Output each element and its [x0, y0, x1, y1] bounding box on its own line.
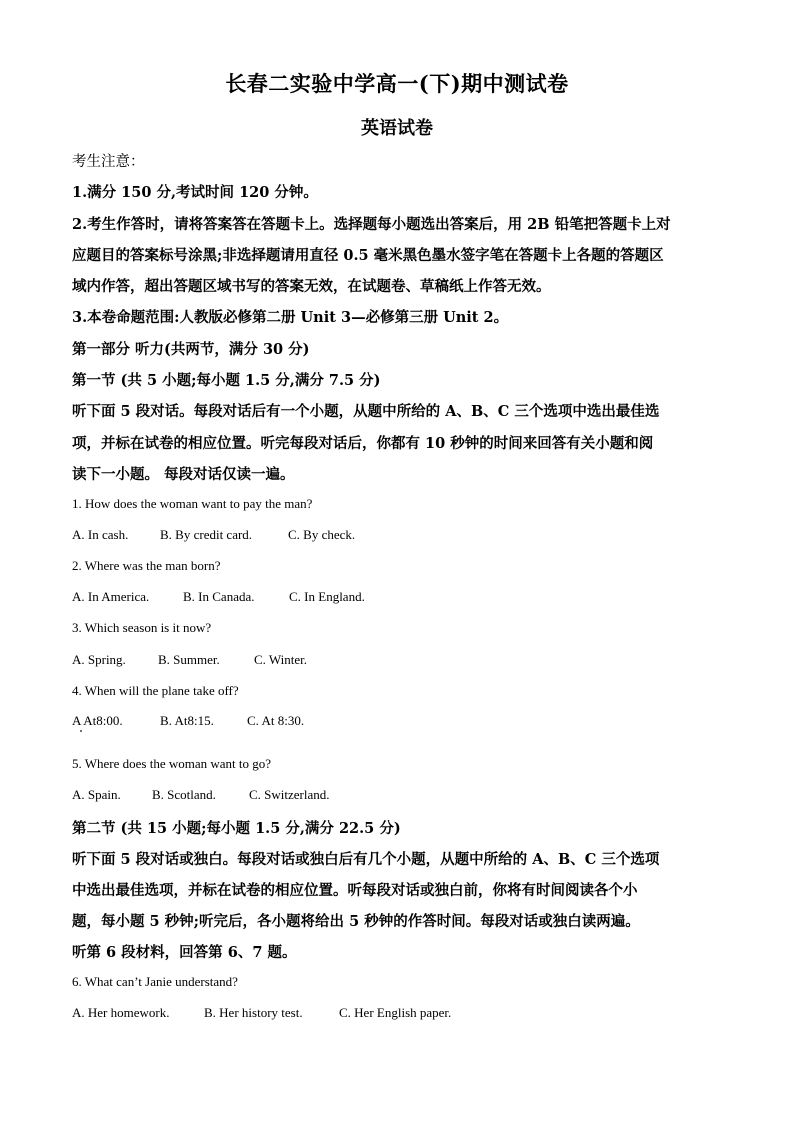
question-2-options: [72, 589, 365, 605]
question-6-option-a: A. Her homework.: [72, 1005, 170, 1020]
stray-dot-mark: [80, 730, 82, 732]
question-1-text: 1. How does the woman want to pay the man?: [72, 496, 313, 511]
section2-heading: 第二节 (共 15 小题;每小题 1.5 分,满分 22.5 分): [72, 820, 401, 837]
question-6-option-c: C. Her English paper.: [339, 1005, 452, 1020]
question-5-option-c: C. Switzerland.: [249, 787, 330, 802]
section2-material-6: 听第 6 段材料，回答第 6、7 题。: [72, 944, 297, 961]
question-3-text: 3. Which season is it now?: [72, 620, 212, 635]
notice-heading: 考生注意：: [72, 154, 145, 170]
question-4-options: [72, 713, 304, 729]
question-3-option-b: B. Summer.: [158, 652, 220, 667]
notice-item-1: 1.满分 150 分,考试时间 120 分钟。: [72, 184, 318, 201]
notice-item-2-line-1: 2.考生作答时，请将答案答在答题卡上。选择题每小题选出答案后，用 2B 铅笔把答题卡上对: [72, 216, 671, 233]
exam-title: 长春二实验中学高一(下)期中测试卷: [225, 71, 569, 96]
section1-instruction-line-1: 听下面 5 段对话。每段对话后有一个小题，从题中所给的 A、B、C 三个选项中选出最佳选: [72, 403, 660, 420]
exam-subtitle: 英语试卷: [361, 118, 433, 139]
question-1-option-a: A. In cash.: [72, 527, 129, 542]
question-1-option-c: C. By check.: [288, 527, 356, 542]
notice-item-2-line-2: 应题目的答案标号涂黑;非选择题请用直径 0.5 毫米黑色墨水签字笔在答题卡上各题的答题区: [72, 247, 664, 264]
question-3-options: [72, 652, 307, 668]
question-4-option-a: A At8:00.: [72, 713, 123, 728]
notice-item-3: 3.本卷命题范围:人教版必修第二册 Unit 3—必修第三册 Unit 2。: [72, 309, 509, 326]
question-5-text: 5. Where does the woman want to go?: [72, 756, 272, 771]
question-3-option-c: C. Winter.: [254, 652, 308, 667]
question-4-text: 4. When will the plane take off?: [72, 683, 239, 698]
question-4-option-c: C. At 8:30.: [247, 713, 305, 728]
question-2-text: 2. Where was the man born?: [72, 558, 221, 573]
section1-instruction-line-2: 项，并标在试卷的相应位置。听完每段对话后，你都有 10 秒钟的时间来回答有关小题和阅: [72, 435, 654, 452]
question-4-option-b: B. At8:15.: [160, 713, 214, 728]
question-6-text: 6. What can’t Janie understand?: [72, 974, 238, 989]
question-5-option-b: B. Scotland.: [152, 787, 216, 802]
question-2-option-c: C. In England.: [289, 589, 365, 604]
question-6-options: [72, 1005, 451, 1021]
part1-heading: 第一部分 听力(共两节，满分 30 分): [72, 341, 310, 358]
section1-instruction-line-3: 读下一小题。 每段对话仅读一遍。: [72, 466, 295, 483]
question-1-option-b: B. By credit card.: [160, 527, 253, 542]
question-2-option-a: A. In America.: [72, 589, 150, 604]
section2-instruction-line-3: 题，每小题 5 秒钟;听完后，各小题将给出 5 秒钟的作答时间。每段对话或独白读两遍。: [72, 913, 640, 930]
notice-item-2-line-3: 域内作答，超出答题区域书写的答案无效，在试题卷、草稿纸上作答无效。: [72, 278, 551, 295]
question-5-options: [72, 787, 330, 803]
question-2-option-b: B. In Canada.: [183, 589, 255, 604]
section2-instruction-line-2: 中选出最佳选项，并标在试卷的相应位置。听每段对话或独白前，你将有时间阅读各个小: [72, 882, 638, 899]
question-5-option-a: A. Spain.: [72, 787, 121, 802]
section1-heading: 第一节 (共 5 小题;每小题 1.5 分,满分 7.5 分): [72, 372, 381, 389]
question-6-option-b: B. Her history test.: [204, 1005, 303, 1020]
question-3-option-a: A. Spring.: [72, 652, 126, 667]
section2-instruction-line-1: 听下面 5 段对话或独白。每段对话或独白后有几个小题，从题中所给的 A、B、C 三个选项: [72, 851, 660, 868]
question-1-options: [72, 527, 355, 543]
